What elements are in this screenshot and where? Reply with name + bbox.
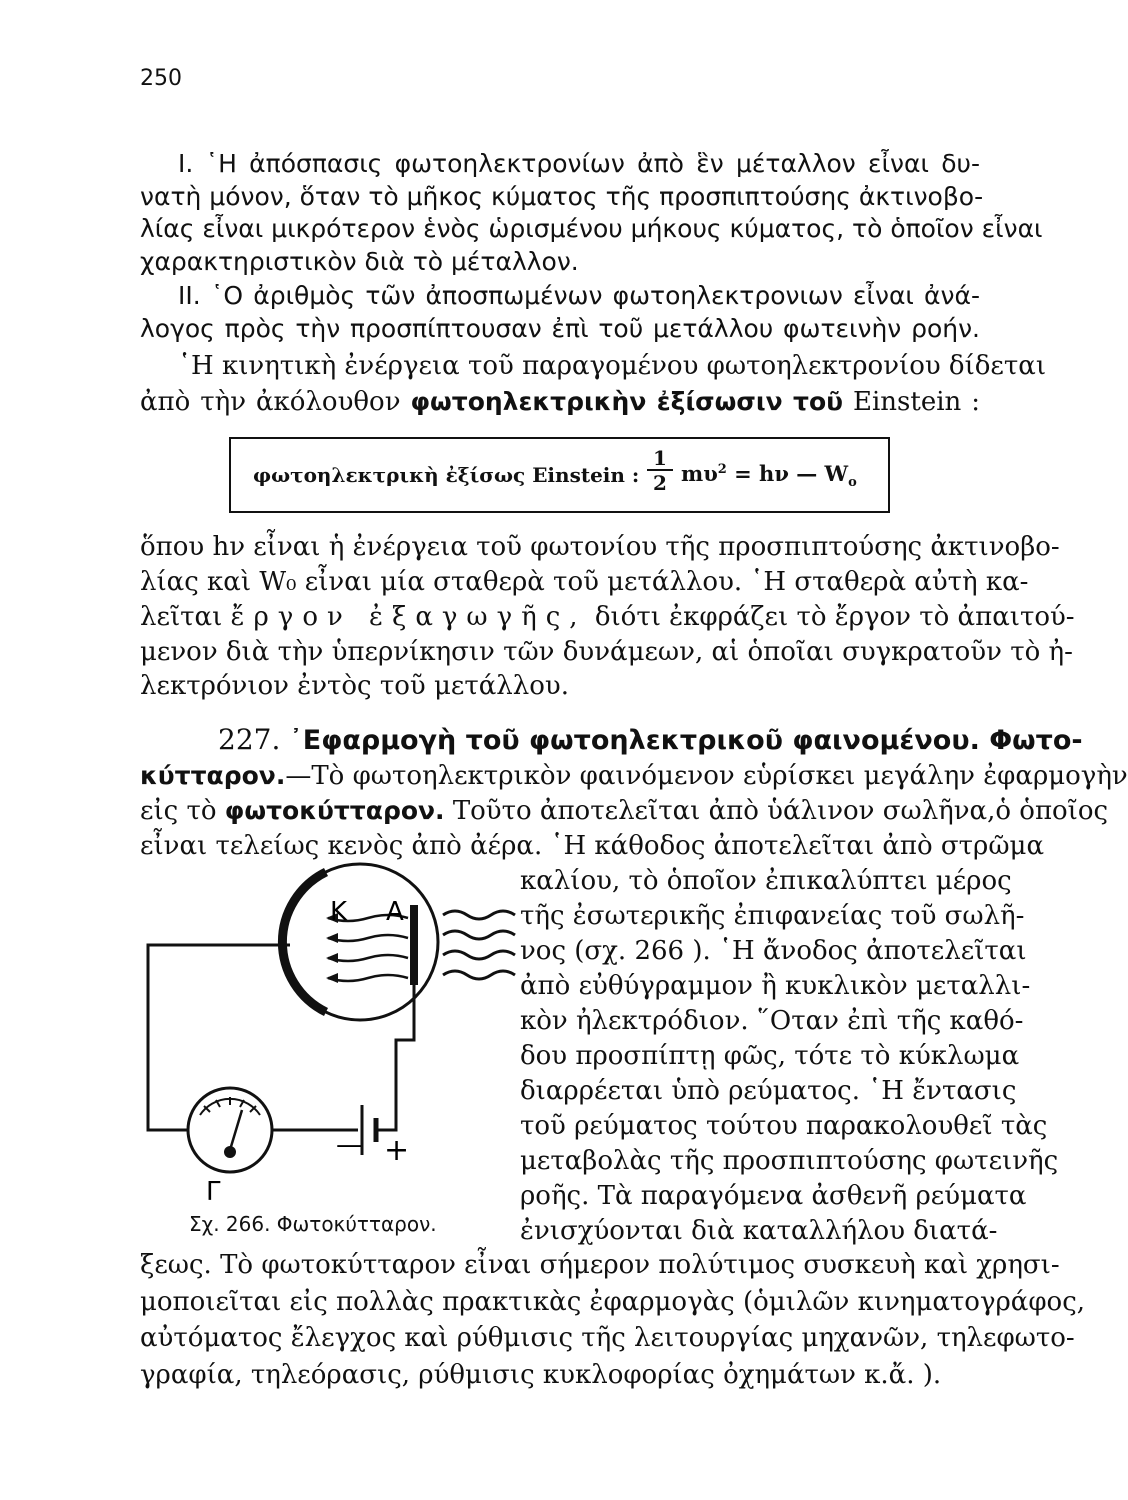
- electron-path: [328, 935, 408, 941]
- anode-plate: [410, 905, 418, 985]
- right-line-1: καλίου, τὸ ὁποῖον ἐπικαλύπτει μέρος: [520, 866, 1012, 896]
- equation-label: φωτοηλεκτρικὴ ἐξίσως Einstein :: [253, 463, 640, 487]
- energy-line-2-start: ἀπὸ τὴν ἀκόλουθον: [140, 387, 401, 417]
- galvanometer-label: Γ: [206, 1177, 221, 1207]
- right-line-11: ἐνισχύονται διὰ καταλλήλου διατά-: [520, 1216, 998, 1246]
- intro-line-4: χαρακτηριστικὸν διὰ τὸ μέταλλον.: [140, 247, 579, 276]
- right-line-8: τοῦ ρεύματος τούτου παρακολουθεῖ τὰς: [520, 1111, 1048, 1141]
- explain-line-3-end: διότι ἐκφράζει τὸ ἔργον τὸ ἀπαιτού-: [594, 602, 1075, 632]
- explain-line-4: μενον διὰ τὴν ὑπερνίκησιν τῶν δυνάμεων, αἱ ὁποῖαι συγκρατοῦν τὸ ἠ-: [140, 637, 1073, 667]
- right-line-2: τῆς ἐσωτερικῆς ἐπιφανείας τοῦ σωλῆ-: [520, 901, 1025, 931]
- fraction-numerator: 1: [647, 447, 673, 471]
- light-wave: [443, 951, 515, 959]
- light-wave: [443, 931, 515, 939]
- arrow-head: [326, 973, 338, 983]
- explain-line-5: λεκτρόνιον ἐντὸς τοῦ μετάλλου.: [140, 671, 569, 701]
- explain-line-2: λίας καὶ W₀ εἶναι μία σταθερὰ τοῦ μετάλλου. ῾Η σταθερὰ αὐτὴ κα-: [140, 567, 1029, 597]
- law2-line-2: λογος πρὸς τὴν προσπίπτουσαν ἐπὶ τοῦ μετάλλου φωτεινὴν ροήν.: [140, 314, 980, 343]
- intro-line-1: I. ῾Η ἀπόσπασις φωτοηλεκτρονίων ἀπὸ ἓν μέταλλον εἶναι δυ-: [178, 149, 980, 178]
- explain-line-1: ὅπου hν εἶναι ἡ ἐνέργεια τοῦ φωτονίου τῆς προσπιπτούσης ἀκτινοβο-: [140, 532, 1060, 562]
- intro-line-2: νατὴ μόνον, ὅταν τὸ μῆκος κύματος τῆς προσπιπτούσης ἀκτινοβο-: [140, 182, 984, 211]
- section-line-3-start: εἰς τὸ: [140, 796, 217, 826]
- equation-formula: [681, 461, 857, 490]
- final-line-1: ξεως. Τὸ φωτοκύτταρον εἶναι σήμερον πολύτιμος συσκευὴ καὶ χρησι-: [140, 1250, 1060, 1280]
- section-line-3-end: Τοῦτο ἀποτελεῖται ἀπὸ ὑάλινον σωλῆνα,ὁ ὁποῖος: [452, 796, 1109, 826]
- energy-line-2-end: Einstein :: [853, 387, 981, 417]
- photocell-term-2: φωτοκύτταρον.: [224, 796, 445, 825]
- battery-plus: +: [384, 1133, 410, 1168]
- energy-line-2-bold: φωτοηλεκτρικὴν ἐξίσωσιν τοῦ: [410, 387, 844, 416]
- meter-pivot: [224, 1146, 236, 1158]
- electron-path: [328, 955, 408, 961]
- intro-line-3: λίας εἶναι μικρότερον ἑνὸς ὡρισμένου μήκους κύματος, τὸ ὁποῖον εἶναι: [140, 214, 1043, 243]
- explain-line-3-start: λεῖται: [140, 602, 223, 632]
- figure-caption: Σχ. 266. Φωτοκύτταρον.: [189, 1212, 437, 1236]
- section-line-4: εἶναι τελείως κενὸς ἀπὸ ἀέρα. ῾Η κάθοδος ἀποτελεῖται ἀπὸ στρῶμα: [140, 831, 1044, 861]
- light-wave: [443, 911, 515, 919]
- light-wave: [443, 971, 515, 979]
- right-line-3: νος (σχ. 266 ). ῾Η ἄνοδος ἀποτελεῖται: [520, 936, 1027, 966]
- right-line-9: μεταβολὰς τῆς προσπιπτούσης φωτεινῆς: [520, 1146, 1059, 1176]
- cathode-coating: [282, 872, 326, 1012]
- right-line-7: διαρρέεται ὑπὸ ρεύματος. ῾Η ἔντασις: [520, 1076, 1017, 1106]
- law2-line-1: II. ῾Ο ἀριθμὸς τῶν ἀποσπωμένων φωτοηλεκτρονιων εἶναι ἀνά-: [178, 281, 980, 310]
- arrow-head: [326, 933, 338, 943]
- section-number: 227.: [218, 723, 281, 756]
- final-line-4: γραφία, τηλεόρασις, ρύθμισις κυκλοφορίας ὀχημάτων κ.ἄ. ).: [140, 1360, 942, 1390]
- section-heading: [218, 723, 1083, 756]
- equation-fraction: [647, 447, 673, 495]
- electron-path: [328, 975, 408, 981]
- page-number: 250: [140, 66, 182, 91]
- right-line-10: ροῆς. Τὰ παραγόμενα ἀσθενῆ ρεύματα: [520, 1181, 1027, 1211]
- right-line-6: δου προσπίπτῃ φῶς, τότε τὸ κύκλωμα: [520, 1041, 1020, 1071]
- energy-line-2: [140, 386, 980, 418]
- explain-line-3: [140, 601, 1075, 633]
- equation-w-subscript: o: [848, 475, 857, 491]
- section-line-2-rest: —Τὸ φωτοηλεκτρικὸν φαινόμενον εὑρίσκει μεγάλην ἐφαρμογὴν: [285, 761, 1128, 791]
- arrow-head: [326, 953, 338, 963]
- section-line-2: [140, 760, 1128, 792]
- work-function-term: ἔργον ἐξαγωγῆς,: [230, 602, 587, 632]
- wire-anode: [376, 985, 414, 1130]
- anode-label: A: [386, 897, 404, 927]
- final-line-3: αὐτόματος ἔλεγχος καὶ ρύθμισις τῆς λειτουργίας μηχανῶν, τηλεφωτο-: [140, 1323, 1075, 1353]
- fraction-denominator: 2: [653, 471, 667, 495]
- equation-mv: mυ: [681, 461, 718, 486]
- section-title: ᾿Εφαρμογὴ τοῦ φωτοηλεκτρικοῦ φαινομένου. Φωτο-: [289, 725, 1083, 756]
- final-line-2: μοποιεῖται εἰς πολλὰς πρακτικὰς ἐφαρμογὰς (ὁμιλῶν κινηματογράφος,: [140, 1287, 1086, 1317]
- section-line-3: [140, 795, 1109, 827]
- energy-line-1: ῾Η κινητικὴ ἐνέργεια τοῦ παραγομένου φωτοηλεκτρονίου δίδεται: [178, 351, 1047, 381]
- photocell-term-1: κύτταρον.: [140, 761, 286, 790]
- einstein-equation-box: [229, 437, 890, 513]
- equation-rhs: = hν — W: [726, 461, 849, 486]
- cathode-label: K: [330, 897, 348, 927]
- right-line-4: ἀπὸ εὐθύγραμμον ἢ κυκλικὸν μεταλλι-: [520, 971, 1031, 1001]
- battery-minus: —: [336, 1130, 362, 1160]
- photocell-figure: [140, 860, 520, 1210]
- equation-mv-exponent: 2: [717, 462, 727, 477]
- right-line-5: κὸν ἠλεκτρόδιον. ῞Οταν ἐπὶ τῆς καθό-: [520, 1006, 1024, 1036]
